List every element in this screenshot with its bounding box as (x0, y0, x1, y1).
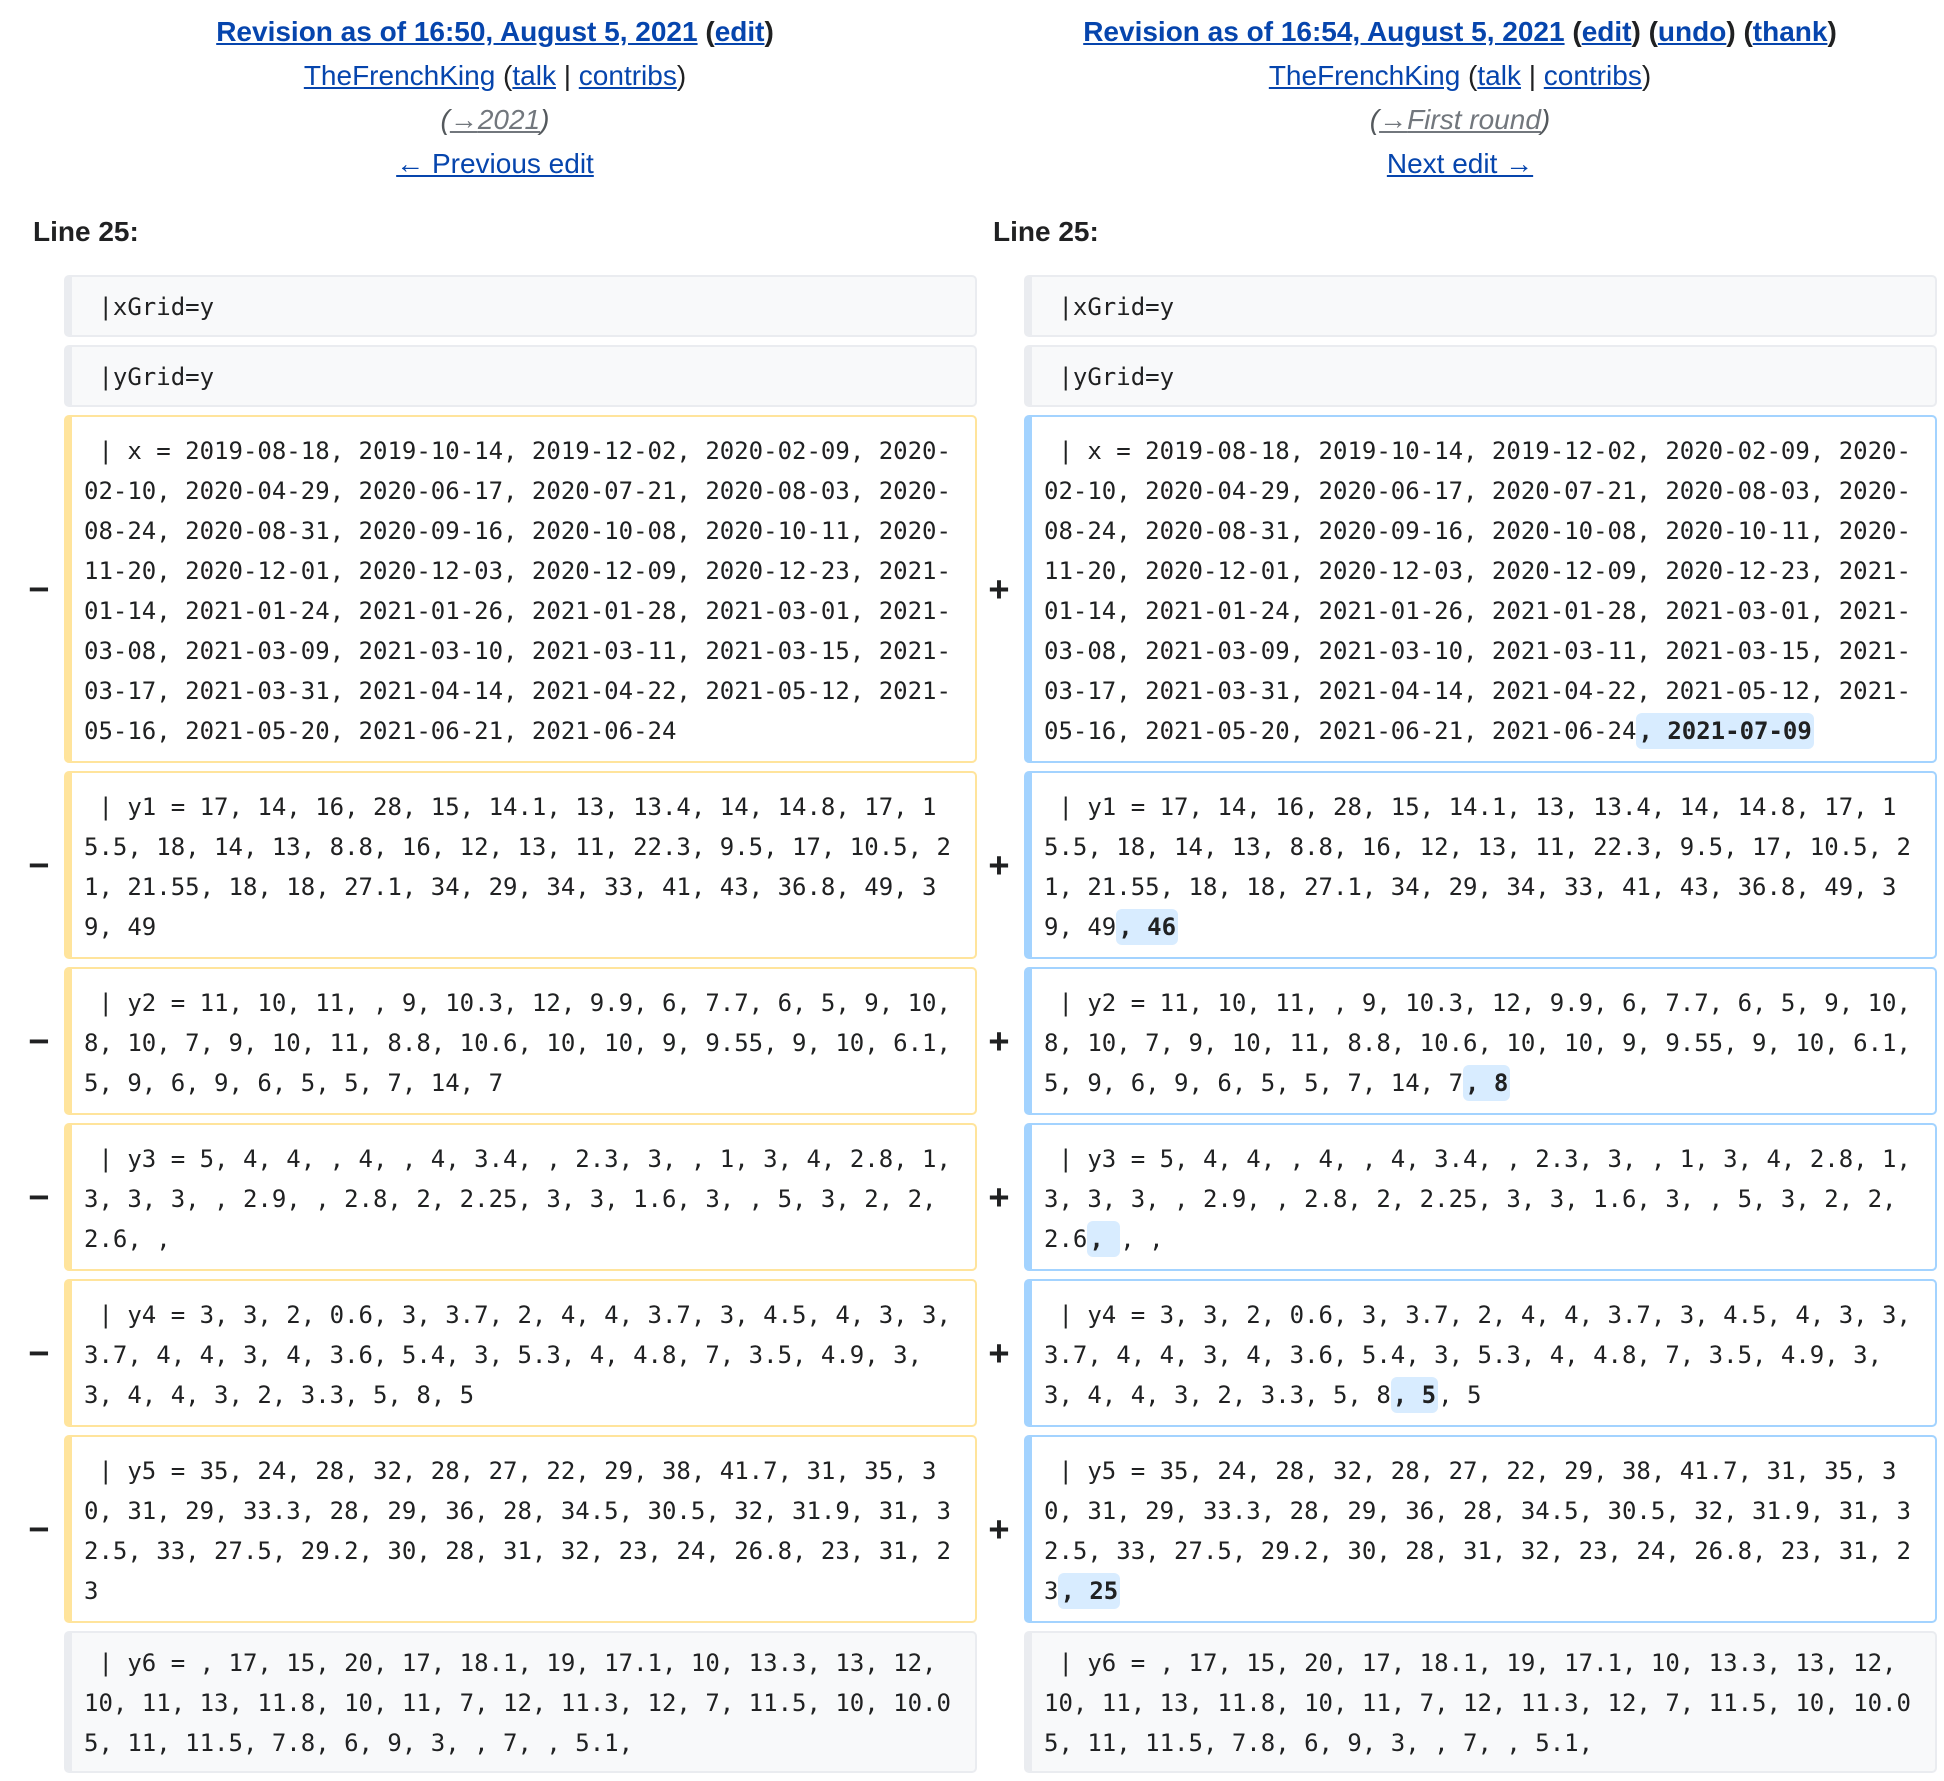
diff-row-old (64, 345, 977, 407)
removed-marker: − (28, 1021, 50, 1061)
added-marker: + (988, 1509, 1010, 1549)
arrow-right-icon: → (449, 104, 478, 135)
added-marker: + (988, 1021, 1010, 1061)
diff-row-new (1024, 345, 1937, 407)
old-summary-section-link[interactable]: →2021 (449, 104, 541, 135)
old-line-number: Line 25: (33, 216, 139, 247)
unchanged-text: | y2 = 11, 10, 11, , 9, 10.3, 12, 9.9, 6, 7.7, 6, 5, 9, 10, 8, 10, 7, 9, 10, 11, 8.8, 10.6, 10, 10, 9, 9.55, 9, 10, 6.1, 5, 9, 6, 9, 6, 5, 5, 7, 14, 7 (1044, 989, 1926, 1097)
diff-row-old (28, 1435, 977, 1623)
added-marker: + (988, 1177, 1010, 1217)
unchanged-text: | y5 = 35, 24, 28, 32, 28, 27, 22, 29, 38, 41.7, 31, 35, 30, 31, 29, 33.3, 28, 29, 36, 28, 34.5, 30.5, 32, 31.9, 31, 32.5, 33, 27.5, 29.2, 30, 28, 31, 32, 23, 24, 26.8, 23, 31, 23 (1044, 1457, 1911, 1605)
new-edit-link[interactable]: edit (1581, 16, 1632, 47)
context-line: |xGrid=y (64, 275, 977, 337)
added-line (1024, 967, 1937, 1115)
context-line: |yGrid=y (1024, 345, 1937, 407)
inserted-text: , 5 (1391, 1377, 1438, 1413)
undo-link[interactable]: undo (1657, 16, 1727, 47)
unchanged-tail-text: , , (1120, 1225, 1164, 1253)
old-user-link[interactable]: TheFrenchKing (303, 60, 496, 91)
removed-marker: − (28, 845, 50, 885)
diff-row-old (64, 275, 977, 337)
context-line: |yGrid=y (64, 345, 977, 407)
inserted-text: , 8 (1463, 1065, 1510, 1101)
diff-row-new (988, 771, 1937, 959)
deleted-line: | x = 2019-08-18, 2019-10-14, 2019-12-02, 2020-02-09, 2020-02-10, 2020-04-29, 2020-06-17, 2020-07-21, 2020-08-03, 2020-08-24, 2020-08-31, 2020-09-16, 2020-10-08, 2020-10-11, 2020-11-20, 2020-12-01, 2020-12-03, 2020-12-09, 2020-12-23, 2021-01-14, 2021-01-24, 2021-01-26, 2021-01-28, 2021-03-01, 2021-03-08, 2021-03-09, 2021-03-10, 2021-03-11, 2021-03-15, 2021-03-17, 2021-03-31, 2021-04-14, 2021-04-22, 2021-05-12, 2021-05-16, 2021-05-20, 2021-06-21, 2021-06-24 (64, 415, 977, 763)
diff-row-new (988, 967, 1937, 1115)
context-line: |xGrid=y (1024, 275, 1937, 337)
removed-marker: − (28, 1509, 50, 1549)
added-marker: + (988, 1333, 1010, 1373)
old-edit-link[interactable]: edit (714, 16, 765, 47)
separator: | (1528, 60, 1537, 91)
context-line: | y6 = , 17, 15, 20, 17, 18.1, 19, 17.1, 10, 13.3, 13, 12, 10, 11, 13, 11.8, 10, 11, 7, 12, 11.3, 12, 7, 11.5, 10, 10.05, 11, 11.5, 7.8, 6, 9, 3, , 7, , 5.1, (64, 1631, 977, 1773)
arrow-right-icon: → (1379, 104, 1408, 135)
old-contribs-link[interactable]: contribs (578, 60, 677, 91)
new-summary-section-link[interactable]: →First round (1379, 104, 1541, 135)
next-edit-link[interactable]: Next edit → (1386, 148, 1534, 179)
added-line (1024, 1279, 1937, 1427)
previous-edit-link[interactable]: ← Previous edit (396, 148, 594, 179)
old-edit-summary: (→2021) (440, 104, 550, 135)
unchanged-text: | y4 = 3, 3, 2, 0.6, 3, 3.7, 2, 4, 4, 3.7, 3, 4.5, 4, 3, 3, 3.7, 4, 4, 3, 4, 3.6, 5.4, 3, 5.3, 4, 4.8, 7, 3.5, 4.9, 3, 3, 4, 4, 3, 2, 3.3, 5, 8 (1044, 1301, 1926, 1409)
added-line (1024, 1123, 1937, 1271)
new-contribs-link[interactable]: contribs (1543, 60, 1642, 91)
added-line (1024, 1435, 1937, 1623)
deleted-line: | y1 = 17, 14, 16, 28, 15, 14.1, 13, 13.4, 14, 14.8, 17, 15.5, 18, 14, 13, 8.8, 16, 12, 13, 11, 22.3, 9.5, 17, 10.5, 21, 21.55, 18, 18, 27.1, 34, 29, 34, 33, 41, 43, 36.8, 49, 39, 49 (64, 771, 977, 959)
inserted-text: , 46 (1116, 909, 1178, 945)
diff-row-old (64, 1631, 977, 1773)
unchanged-tail-text: , 5 (1438, 1381, 1482, 1409)
diff-row-new (1024, 1631, 1937, 1773)
removed-marker: − (28, 569, 50, 609)
unchanged-text: | y1 = 17, 14, 16, 28, 15, 14.1, 13, 13.4, 14, 14.8, 17, 15.5, 18, 14, 13, 8.8, 16, 12, 13, 11, 22.3, 9.5, 17, 10.5, 21, 21.55, 18, 18, 27.1, 34, 29, 34, 33, 41, 43, 36.8, 49, 39, 49 (1044, 793, 1911, 941)
old-talk-link[interactable]: talk (512, 60, 556, 91)
new-user-link[interactable]: TheFrenchKing (1268, 60, 1461, 91)
inserted-text: , 25 (1058, 1573, 1120, 1609)
new-line-number: Line 25: (993, 216, 1099, 247)
new-edit-summary: (→First round) (1369, 104, 1551, 135)
added-marker: + (988, 845, 1010, 885)
old-revision-header: Revision as of 16:50, August 5, 2021 (edit) TheFrenchKing (talk | contribs) (→2021) ← Previous edit (25, 10, 965, 186)
new-revision-header: Revision as of 16:54, August 5, 2021 (edit) (undo) (thank) TheFrenchKing (talk | contribs) (→First round) Next edit → (990, 10, 1930, 186)
diff-row-new (988, 1123, 1937, 1271)
diff-row-new (988, 1435, 1937, 1623)
old-revision-link[interactable]: Revision as of 16:50, August 5, 2021 (216, 16, 698, 47)
diff-row-new (988, 1279, 1937, 1427)
diff-row-new (1024, 275, 1937, 337)
new-talk-link[interactable]: talk (1477, 60, 1521, 91)
diff-row-new (988, 415, 1937, 763)
added-marker: + (988, 569, 1010, 609)
inserted-text: , (1087, 1221, 1120, 1257)
unchanged-text: | y3 = 5, 4, 4, , 4, , 4, 3.4, , 2.3, 3, , 1, 3, 4, 2.8, 1, 3, 3, 3, , 2.9, , 2.8, 2, 2.25, 3, 3, 1.6, 3, , 5, 3, 2, 2, 2.6 (1044, 1145, 1926, 1253)
added-line (1024, 415, 1937, 763)
diff-row-old (28, 1123, 977, 1271)
separator: | (563, 60, 572, 91)
deleted-line: | y3 = 5, 4, 4, , 4, , 4, 3.4, , 2.3, 3, , 1, 3, 4, 2.8, 1, 3, 3, 3, , 2.9, , 2.8, 2, 2.25, 3, 3, 1.6, 3, , 5, 3, 2, 2, 2.6, , (64, 1123, 977, 1271)
diff-row-old (28, 967, 977, 1115)
new-diff-column (988, 275, 1937, 1781)
removed-marker: − (28, 1333, 50, 1373)
thank-link[interactable]: thank (1752, 16, 1828, 47)
deleted-line: | y5 = 35, 24, 28, 32, 28, 27, 22, 29, 38, 41.7, 31, 35, 30, 31, 29, 33.3, 28, 29, 36, 28, 34.5, 30.5, 32, 31.9, 31, 32.5, 33, 27.5, 29.2, 30, 28, 31, 32, 23, 24, 26.8, 23, 31, 23 (64, 1435, 977, 1623)
new-revision-link[interactable]: Revision as of 16:54, August 5, 2021 (1083, 16, 1565, 47)
diff-row-old (28, 1279, 977, 1427)
unchanged-text: | x = 2019-08-18, 2019-10-14, 2019-12-02, 2020-02-09, 2020-02-10, 2020-04-29, 2020-06-17, 2020-07-21, 2020-08-03, 2020-08-24, 2020-08-31, 2020-09-16, 2020-10-08, 2020-10-11, 2020-11-20, 2020-12-01, 2020-12-03, 2020-12-09, 2020-12-23, 2021-01-14, 2021-01-24, 2021-01-26, 2021-01-28, 2021-03-01, 2021-03-08, 2021-03-09, 2021-03-10, 2021-03-11, 2021-03-15, 2021-03-17, 2021-03-31, 2021-04-14, 2021-04-22, 2021-05-12, 2021-05-16, 2021-05-20, 2021-06-21, 2021-06-24 (1044, 437, 1911, 745)
deleted-line: | y4 = 3, 3, 2, 0.6, 3, 3.7, 2, 4, 4, 3.7, 3, 4.5, 4, 3, 3, 3.7, 4, 4, 3, 4, 3.6, 5.4, 3, 5.3, 4, 4.8, 7, 3.5, 4.9, 3, 3, 4, 4, 3, 2, 3.3, 5, 8, 5 (64, 1279, 977, 1427)
context-line: | y6 = , 17, 15, 20, 17, 18.1, 19, 17.1, 10, 13.3, 13, 12, 10, 11, 13, 11.8, 10, 11, 7, 12, 11.3, 12, 7, 11.5, 10, 10.05, 11, 11.5, 7.8, 6, 9, 3, , 7, , 5.1, (1024, 1631, 1937, 1773)
removed-marker: − (28, 1177, 50, 1217)
added-line (1024, 771, 1937, 959)
old-diff-column (28, 275, 977, 1781)
inserted-text: , 2021-07-09 (1636, 713, 1813, 749)
deleted-line: | y2 = 11, 10, 11, , 9, 10.3, 12, 9.9, 6, 7.7, 6, 5, 9, 10, 8, 10, 7, 9, 10, 11, 8.8, 10.6, 10, 10, 9, 9.55, 9, 10, 6.1, 5, 9, 6, 9, 6, 5, 5, 7, 14, 7 (64, 967, 977, 1115)
diff-row-old (28, 415, 977, 763)
diff-row-old (28, 771, 977, 959)
